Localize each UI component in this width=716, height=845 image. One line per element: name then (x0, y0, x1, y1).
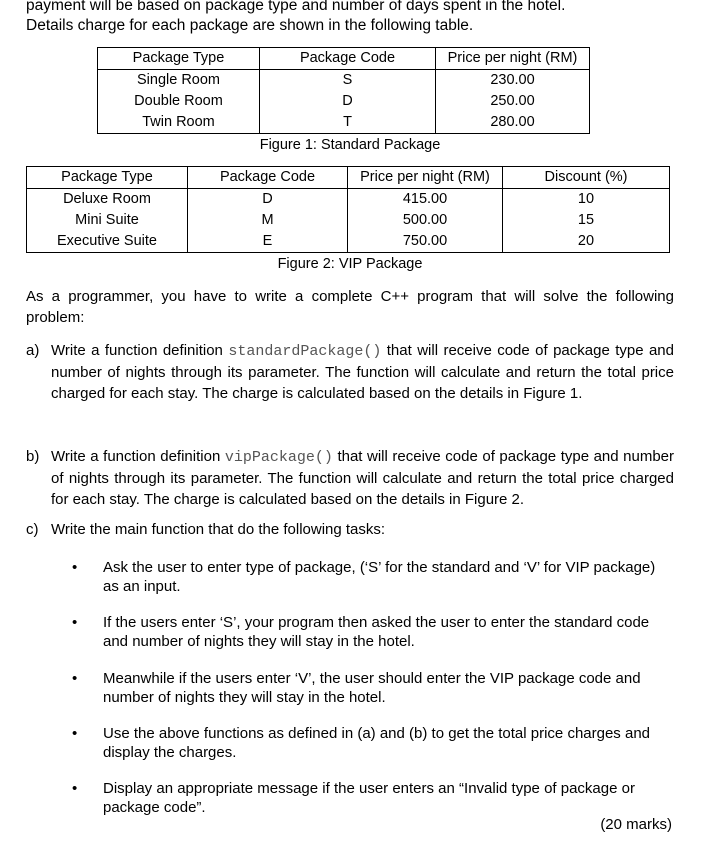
cell-price: 500.00 (348, 210, 503, 231)
cell-discount: 10 (503, 189, 670, 211)
figure-2-caption: Figure 2: VIP Package (277, 256, 423, 272)
header-package-code: Package Code (260, 48, 436, 70)
cell-discount: 20 (503, 231, 670, 253)
question-a-text (51, 340, 674, 404)
header-price: Price per night (RM) (436, 48, 590, 70)
question-c-text: Write the main function that do the following tasks: (51, 521, 386, 538)
table-header-row (27, 167, 670, 189)
header-discount: Discount (%) (503, 167, 670, 189)
vip-package-table (26, 166, 670, 253)
figure-1-caption: Figure 1: Standard Package (259, 137, 441, 153)
question-b-text (51, 446, 674, 510)
table-row (98, 70, 590, 92)
bullet-icon: • (72, 780, 78, 797)
bullet-text: If the users enter ‘S’, your program then asked the user to enter the standard code and number of nights they will stay in the hotel. (103, 614, 650, 650)
question-a-post: that will receive code of package type and number of nights through its parameter. The function will calculate and return the total price charged for each stay. The charge is calculated based on the details in Figure 1. (51, 342, 674, 402)
cell-package-type: Single Room (98, 70, 260, 92)
list-item (72, 558, 672, 596)
bullet-text: Ask the user to enter type of package, (‘S’ for the standard and ‘V’ for VIP package) as an input. (103, 559, 656, 595)
standard-package-table (97, 47, 590, 134)
question-a (26, 340, 674, 404)
cell-package-code: M (188, 210, 348, 231)
bullet-text: Use the above functions as defined in (a) and (b) to get the total price charges and display the charges. (103, 725, 651, 761)
question-b-pre: Write a function definition (51, 448, 221, 465)
question-b-post: that will receive code of package type and number of nights through its parameter. The function will calculate and return the total price charged for each stay. The charge is calculated based on the details in Figure 2. (51, 448, 675, 508)
cell-package-code: S (260, 70, 436, 92)
table-row (27, 189, 670, 211)
question-b (26, 446, 674, 510)
bullet-icon: • (72, 725, 78, 742)
cell-price: 230.00 (436, 70, 590, 92)
list-item (72, 669, 672, 707)
intro-line-1: payment will be based on package type and number of days spent in the hotel. (26, 0, 566, 14)
bullet-text: Display an appropriate message if the user enters an “Invalid type of package or package code”. (103, 780, 635, 816)
table-row (98, 112, 590, 134)
table-row (27, 210, 670, 231)
cell-package-code: D (188, 189, 348, 211)
bullet-icon: • (72, 559, 78, 576)
question-b-label: b) (26, 448, 40, 465)
intro-text (26, 0, 706, 36)
cell-package-type: Mini Suite (27, 210, 188, 231)
cell-package-type: Executive Suite (27, 231, 188, 253)
cell-package-code: E (188, 231, 348, 253)
cell-package-code: T (260, 112, 436, 134)
cell-price: 415.00 (348, 189, 503, 211)
cell-package-type: Deluxe Room (27, 189, 188, 211)
cell-package-type: Twin Room (98, 112, 260, 134)
question-b-code: vipPackage() (224, 449, 333, 466)
problem-statement: As a programmer, you have to write a complete C++ program that will solve the following problem: (26, 288, 674, 326)
question-a-label: a) (26, 342, 40, 359)
question-a-code: standardPackage() (228, 343, 382, 360)
header-price: Price per night (RM) (348, 167, 503, 189)
cell-package-type: Double Room (98, 91, 260, 112)
cell-package-code: D (260, 91, 436, 112)
question-c-label: c) (26, 521, 39, 538)
header-package-type: Package Type (27, 167, 188, 189)
table-row (98, 91, 590, 112)
question-c (26, 519, 674, 540)
bullet-text: Meanwhile if the users enter ‘V’, the user should enter the VIP package code and number of nights they will stay in the hotel. (103, 670, 641, 706)
header-package-code: Package Code (188, 167, 348, 189)
list-item (72, 724, 672, 762)
list-item (72, 779, 672, 817)
cell-price: 250.00 (436, 91, 590, 112)
bullet-icon: • (72, 670, 78, 687)
bullet-icon: • (72, 614, 78, 631)
table-row (27, 231, 670, 253)
marks-label: (20 marks) (600, 816, 672, 833)
header-package-type: Package Type (98, 48, 260, 70)
cell-price: 280.00 (436, 112, 590, 134)
intro-line-2: Details charge for each package are shown in the following table. (26, 17, 474, 34)
question-a-pre: Write a function definition (51, 342, 223, 359)
table-header-row (98, 48, 590, 70)
list-item (72, 613, 672, 651)
cell-price: 750.00 (348, 231, 503, 253)
cell-discount: 15 (503, 210, 670, 231)
